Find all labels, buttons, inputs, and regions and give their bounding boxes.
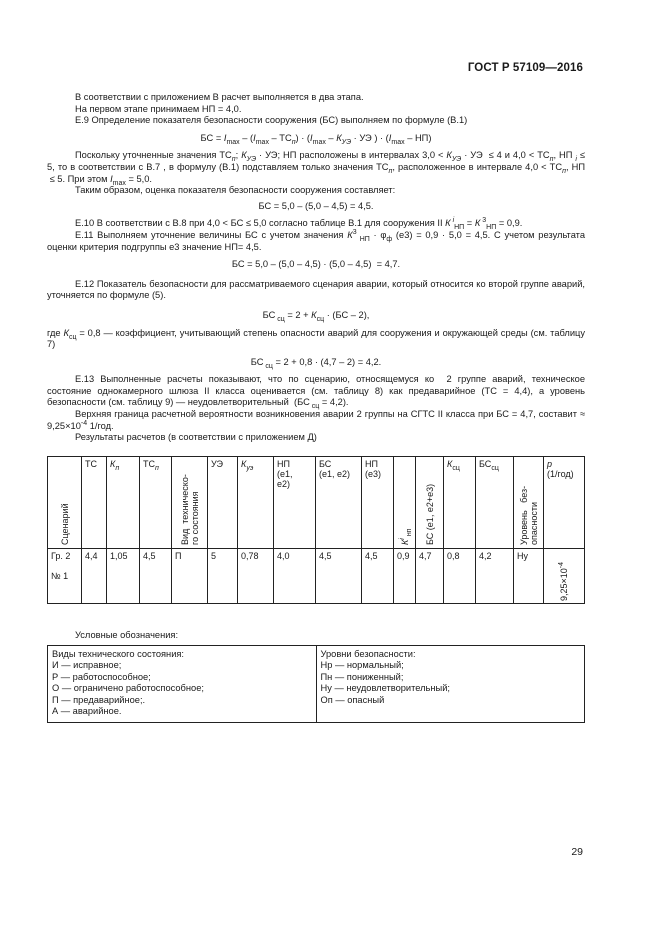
text-line: Таким образом, оценка показателя безопасности сооружения составляет: — [75, 185, 396, 196]
table-cell: 4,7 — [416, 549, 444, 604]
table-cell: 4,2 — [476, 549, 514, 604]
header-cell: НП (е1, е2) — [274, 457, 316, 549]
header-cell: ТС — [82, 457, 107, 549]
text-line: Е.10 В соответствии с В.8 при 4,0 < БС ≤ 5,0 согласно таблице В.1 для сооружения II К $^i_{НП}$ = К $^3_{НП}$ = 0,9. — [75, 217, 523, 232]
table-cell: 5 — [208, 549, 238, 604]
legend-item: Ну — неудовлетворительный; — [320, 683, 450, 694]
header-cell: $БС_{сц}$ — [476, 457, 514, 549]
legend-title: Виды технического состояния: — [52, 649, 184, 659]
results-table — [47, 456, 585, 604]
formula: БС $_{сц}$ = 2 + 0,8 · (4,7 – 2) = 4,2. — [250, 356, 382, 370]
table-cell: 1,05 — [107, 549, 140, 604]
table-cell: Ну — [514, 549, 544, 604]
text-line: Верхняя граница расчетной вероятности возникновения аварии 2 группы на СГТС II класса при БС = 4,7, составит ≈ $9,25\times 10^{-4}$ 1/год. — [47, 409, 585, 431]
table-cell: П — [172, 549, 208, 604]
table-cell: 4,5 — [140, 549, 172, 604]
legend-title: Уровни безопасности: — [320, 649, 416, 659]
header-cell: $К^i$ $_{нп}$ — [394, 457, 416, 549]
text-line: Поскольку уточненные значения $ТС_п$; $К_{УЭ}$ · УЭ; НП расположены в интервалах $3,0 < К_{УЭ}$ · УЭ ≤ 4 и $4,0 < ТС_п$, НП $_i$ ≤ 5, то в соответствии с В.7 , в формулу (В.1) подставляем только значения $ТС_п$, расположенное в интервале $4,0 < ТС_п$, НП ≤ 5. При этом $I_{max} = 5,0$. — [47, 150, 586, 187]
legend-caption: Условные обозначения: — [75, 630, 179, 640]
text-line: На первом этапе принимаем НП = 4,0. — [75, 103, 242, 114]
table-header-row — [48, 457, 585, 549]
table-cell: 4,0 — [274, 549, 316, 604]
legend-right — [316, 646, 585, 723]
table-cell: Гр. 2 № 1 — [48, 549, 82, 604]
header-cell: р (1/год) — [544, 457, 585, 549]
text-line: В соответствии с приложением В расчет выполняется в два этапа. — [75, 92, 364, 102]
header-cell: БС (е1, е2) — [316, 457, 362, 549]
text-line: Е.9 Определение показателя безопасности сооружения (БС) выполняем по формуле (В.1) — [75, 115, 468, 126]
legend-table — [47, 645, 585, 723]
text-line: Результаты расчетов (в соответствии с приложением Д) — [75, 432, 317, 443]
header-cell: $ТС_п$ — [140, 457, 172, 549]
formula: БС = 5,0 – (5,0 – 4,5) = 4,5. — [258, 200, 374, 211]
table-cell: 0,9 — [394, 549, 416, 604]
header-cell: $К_{уэ}$ — [238, 457, 274, 549]
table-cell: 0,8 — [444, 549, 476, 604]
legend-item: Оп — опасный — [320, 694, 385, 705]
text-line: Е.11 Выполняем уточнение величины БС с учетом значения $К^3$ $_{НП} \cdot \varphi_ф$ (е3) = 0,9 · 5,0 = 4,5. С учетом результата оценки критерия подгруппы е3 значение НП= 4,5. — [47, 228, 586, 252]
formula: БС = $I_{max} - (I_{max} - ТС_п) \cdot (I_{max} - К_{УЭ}$ · УЭ ) · $(I_{max} - НП)$ — [200, 132, 432, 146]
table-cell: 0,78 — [238, 549, 274, 604]
header-cell: Вид техническо- го состояния — [172, 457, 208, 549]
header-cell: НП (е3) — [362, 457, 394, 549]
table-cell: 4,5 — [316, 549, 362, 604]
header-cell: $К_п$ — [107, 457, 140, 549]
table-cell: $9,25\times 10^{-4}$ — [544, 549, 585, 604]
legend-item: А — аварийное. — [52, 706, 122, 717]
header-cell: Сценарий — [48, 457, 82, 549]
text-line: где $К_{сц} = 0,8$ — коэффициент, учитывающий степень опасности аварий для сооружения и окружающей среды (см. таблицу 7) — [47, 327, 585, 350]
header-cell: БС (е1, е2+е3) — [416, 457, 444, 549]
legend-item: Нр — нормальный; — [320, 660, 404, 671]
body-text — [47, 92, 585, 444]
table-cell: 4,4 — [82, 549, 107, 604]
text-line: Е.13 Выполненные расчеты показывают, что по сценарию, относящемуся ко 2 группе аварий, техническое состояние однокамерного шлюза II класса оценивается (см. таблицу 8) как предаварийное (ТС = 4,4), а уровень безопасности (см. таблицу 9) — неудовлетворительный (БС $_{сц}$ = 4,2). — [47, 374, 585, 411]
header-cell: Уровень без- опасности — [514, 457, 544, 549]
legend-item: Пн — пониженный; — [320, 671, 404, 682]
formula: БС $_{сц} = 2 + К_{сц} \cdot (БС - 2)$, — [262, 309, 370, 323]
legend-item: Р — работоспособное; — [52, 671, 151, 682]
page-number: 29 — [571, 846, 583, 858]
document-id: ГОСТ Р 57109—2016 — [467, 62, 583, 74]
legend-item: П — предаварийное;. — [52, 694, 146, 705]
table-row — [48, 549, 585, 604]
legend-left — [48, 646, 317, 723]
table-cell: 4,5 — [362, 549, 394, 604]
header-cell: $К_{сц}$ — [444, 457, 476, 549]
legend-item: О — ограничено работоспособное; — [52, 683, 204, 694]
text-line: Е.12 Показатель безопасности для рассматриваемого сценария аварии, который относится ко второй группе аварий, уточняется по формуле (5). — [47, 278, 585, 301]
header-cell: УЭ — [208, 457, 238, 549]
legend-item: И — исправное; — [52, 660, 122, 671]
formula: БС = 5,0 – (5,0 – 4,5) · (5,0 – 4,5) = 4,7. — [231, 259, 401, 270]
